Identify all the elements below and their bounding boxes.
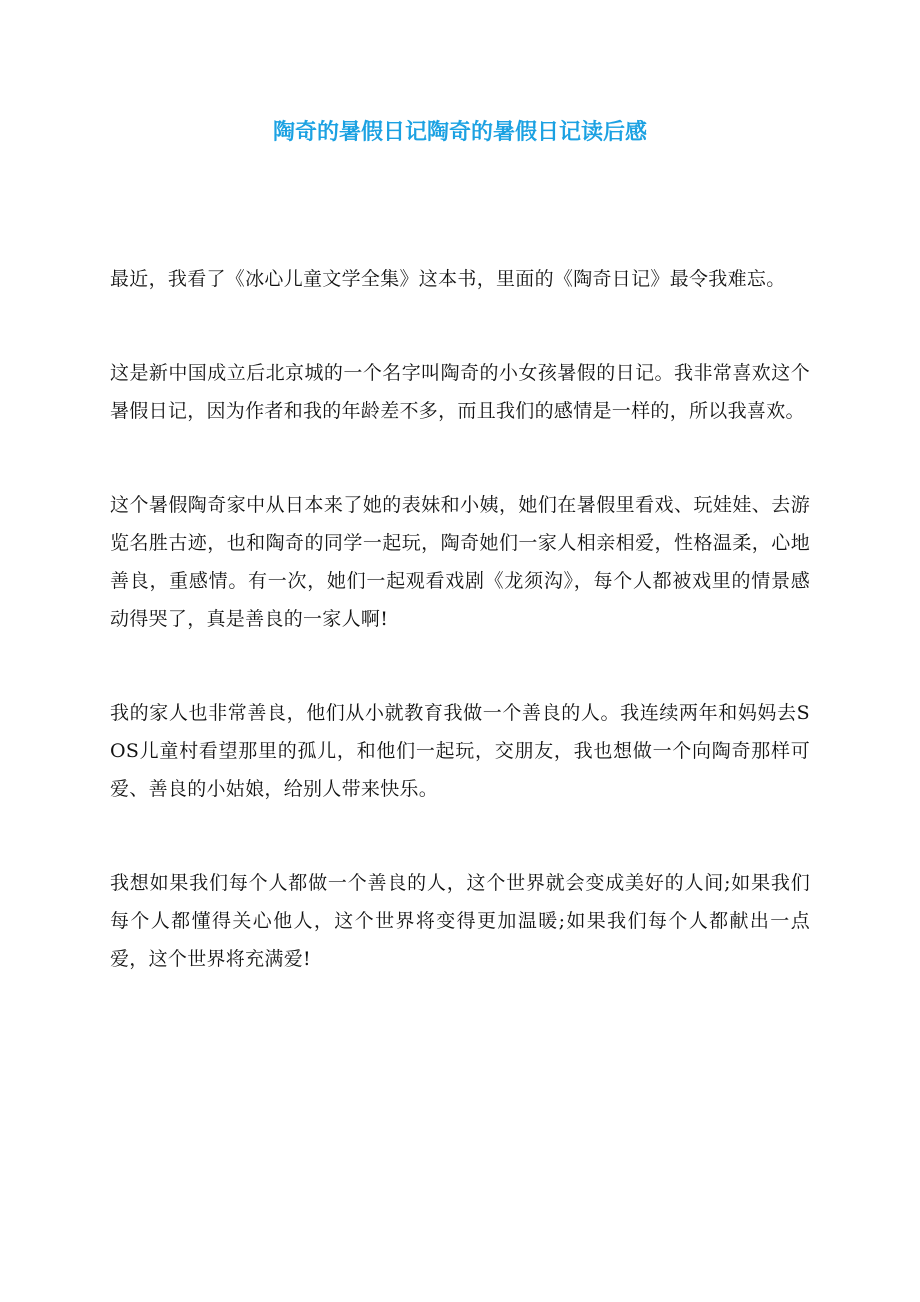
document-body (110, 260, 810, 1034)
paragraph-2: 这是新中国成立后北京城的一个名字叫陶奇的小女孩暑假的日记。我非常喜欢这个暑假日记，因为作者和我的年龄差不多，而且我们的感情是一样的，所以我喜欢。 (110, 362, 810, 422)
paragraph-4: 我的家人也非常善良，他们从小就教育我做一个善良的人。我连续两年和妈妈去SOS儿童村看望那里的孤儿，和他们一起玩，交朋友，我也想做一个向陶奇那样可爱、善良的小姑娘，给别人带来快乐。 (110, 702, 810, 800)
paragraph-5: 我想如果我们每个人都做一个善良的人，这个世界就会变成美好的人间;如果我们每个人都懂得关心他人，这个世界将变得更加温暖;如果我们每个人都献出一点爱，这个世界将充满爱! (110, 872, 810, 970)
document-title: 陶奇的暑假日记陶奇的暑假日记读后感 (272, 120, 647, 145)
paragraph-1: 最近，我看了《冰心儿童文学全集》这本书，里面的《陶奇日记》最令我难忘。 (110, 268, 786, 290)
paragraph-3: 这个暑假陶奇家中从日本来了她的表妹和小姨，她们在暑假里看戏、玩娃娃、去游览名胜古迹，也和陶奇的同学一起玩，陶奇她们一家人相亲相爱，性格温柔，心地善良，重感情。有一次，她们一起观看戏剧《龙须沟》，每个人都被戏里的情景感动得哭了，真是善良的一家人啊! (110, 494, 810, 630)
